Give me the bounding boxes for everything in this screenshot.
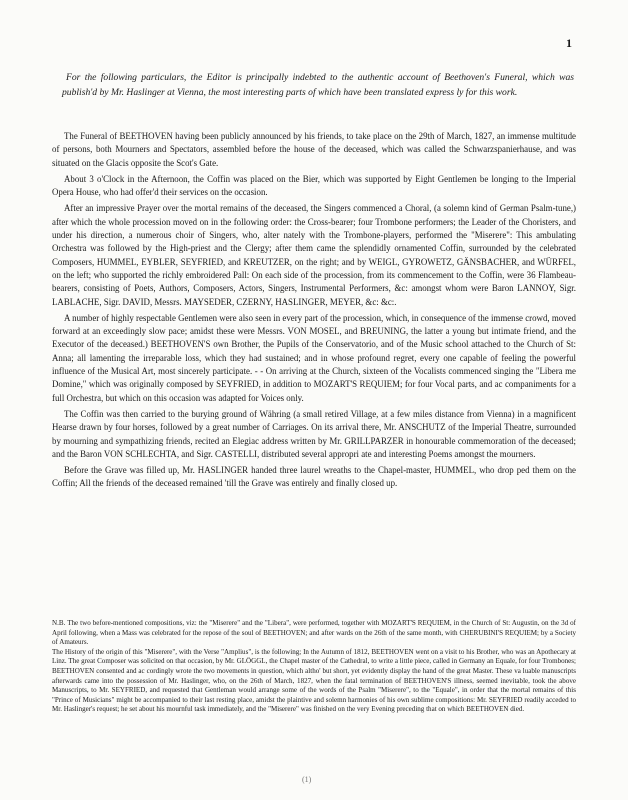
footnote-miserere-history: The History of the origin of this "Miserere", with the Verse "Amplius", is the following; In the Autumn of 1812, BEETHOVEN went on a visit to his Brother, who was an Apothecary at Linz. The great Composer was solicited on that occasion, by Mr. GLÖGGL, the Chapel master of the Cathedral, to write a little piece, called in Germany an Equale, for four Trombones; BEETHOVEN consented and ac cordingly wrote the two movements in question, which altho' but short, yet evidently display the hand of the great Master. These va luable manuscripts afterwards came into the possession of Mr. Haslinger, who, on the 26th of March, 1827, when the fatal termination of BEETHOVEN'S illness, seemed inevitable, took the above Manuscripts, to Mr. SEYFRIED, and requested that Gentleman would arrange some of the words of the Psalm "Miserere", to the "Equale", in order that the mortal remains of this "Prince of Musicians" might be accompanied to their last resting place, amidst the plaintive and solemn harmonies of his own sublime compositions: Mr. SEYFRIED readily acceded to Mr. Haslinger's request; he set about his mournful task immediately, and the "Miserere" was finished on the very Evening preceding that on which BEETHOVEN died. xyxy=(52,647,576,714)
paragraph-church-arrival: A number of highly respectable Gentlemen were also seen in every part of the procession, which, in consequence of the immense crowd, moved forward at an exceedingly slow pace; amidst these were Messrs. VON MOSEL, and BREUNING, the latter a young but intimate friend, and the Executor of the deceased.) BEETHOVEN'S own Brother, the Pupils of the Conservatorio, and of the Music school attached to the Church of St: Anna; all lamenting the irreparable loss, which they had sustained; and in whose profound regret, every one capable of feeling the powerful influence of the Musical Art, most sincerely participate. - - On arriving at the Church, sixteen of the Vocalists commenced singing the "Libera me Domine," which was originally composed by SEYFRIED, in addition to MOZART'S REQUIEM; for four Vocal parts, and ac companiments for a full Orchestra, but which on this occasion was adapted for Voices only. xyxy=(52,312,576,403)
footnotes xyxy=(52,619,576,715)
paragraph-coffin-on-bier: About 3 o'Clock in the Afternoon, the Coffin was placed on the Bier, which was supported by Eight Gentlemen be longing to the Imperial Opera House, who had offer'd their services on the occasion. xyxy=(52,173,576,198)
footer-mark: (1) xyxy=(302,775,312,784)
editorial-intro: For the following particulars, the Editor is principally indebted to the authentic account of Beethoven's Funeral, which was publish'd by Mr. Haslinger at Vienna, the most interesting parts of which have been translated express ly for this work. xyxy=(62,71,574,98)
footnote-compositions: N.B. The two before-mentioned compositions, viz: the "Miserere" and the "Libera", were performed, together with MOZART'S REQUIEM, in the Church of St: Augustin, on the 3d of April following, when a Mass was celebrated for the repose of the soul of BEETHOVEN; and after wards on the 26th of the same month, with CHERUBINI'S REQUIEM; by a Society of Amateurs. xyxy=(52,619,576,647)
paragraph-burial-wahring: The Coffin was then carried to the burying ground of Währing (a small retired Village, at a few miles distance from Vienna) in a magnificent Hearse drawn by four horses, followed by a great number of Carriages. On its arrival there, Mr. ANSCHUTZ of the Imperial Theatre, surrounded by mourning and sympathizing friends, recited an Elegiac address written by Mr. GRILLPARZER in honourable commemoration of the deceased; and the Baron VON SCHLECHTA, and Sigr. CASTELLI, distributed several appropri ate and interesting Poems amongst the mourners. xyxy=(52,408,576,459)
main-text xyxy=(52,130,576,494)
page-number: 1 xyxy=(566,36,572,50)
paragraph-procession-order: After an impressive Prayer over the mortal remains of the deceased, the Singers commenced a Choral, (a solemn kind of German Psalm-tune,) after which the whole procession moved on in the following order: the Cross-bearer; four Trombone performers; the Leader of the Choristers, and under his direction, a numerous choir of Singers, who, alter nately with the Trombone-players, performed the "Miserere": This ambulating Orchestra was followed by the High-priest and the Clergy; after them came the splendidly ornamented Coffin, surrounded by the celebrated Composers, HUMMEL, EYBLER, SEYFRIED, and KREUTZER, on the right; and by WEIGL, GYROWETZ, GÄNSBACHER, and WÜRFEL, on the left; who supported the richly embroidered Pall: On each side of the procession, from its commencement to the Coffin, were 36 Flambeau-bearers, consisting of Poets, Authors, Composers, Actors, Singers, Instrumental Performers, &c: amongst whom were Baron LANNOY, Sigr. LABLACHE, Sigr. DAVID, Messrs. MAYSEDER, CZERNY, HASLINGER, MEYER, &c: &c:. xyxy=(52,203,576,307)
paragraph-funeral-announcement: The Funeral of BEETHOVEN having been publicly announced by his friends, to take place on the 29th of March, 1827, an immense multitude of persons, both Mourners and Spectators, assembled before the house of the deceased, which was called the Schwarzspanierhause, and was situated on the Glacis opposite the Scot's Gate. xyxy=(52,131,576,168)
paragraph-grave-closing: Before the Grave was filled up, Mr. HASLINGER handed three laurel wreaths to the Chapel-master, HUMMEL, who drop ped them on the Coffin; All the friends of the deceased remained 'till the Grave was entirely and finally closed up. xyxy=(52,465,576,489)
